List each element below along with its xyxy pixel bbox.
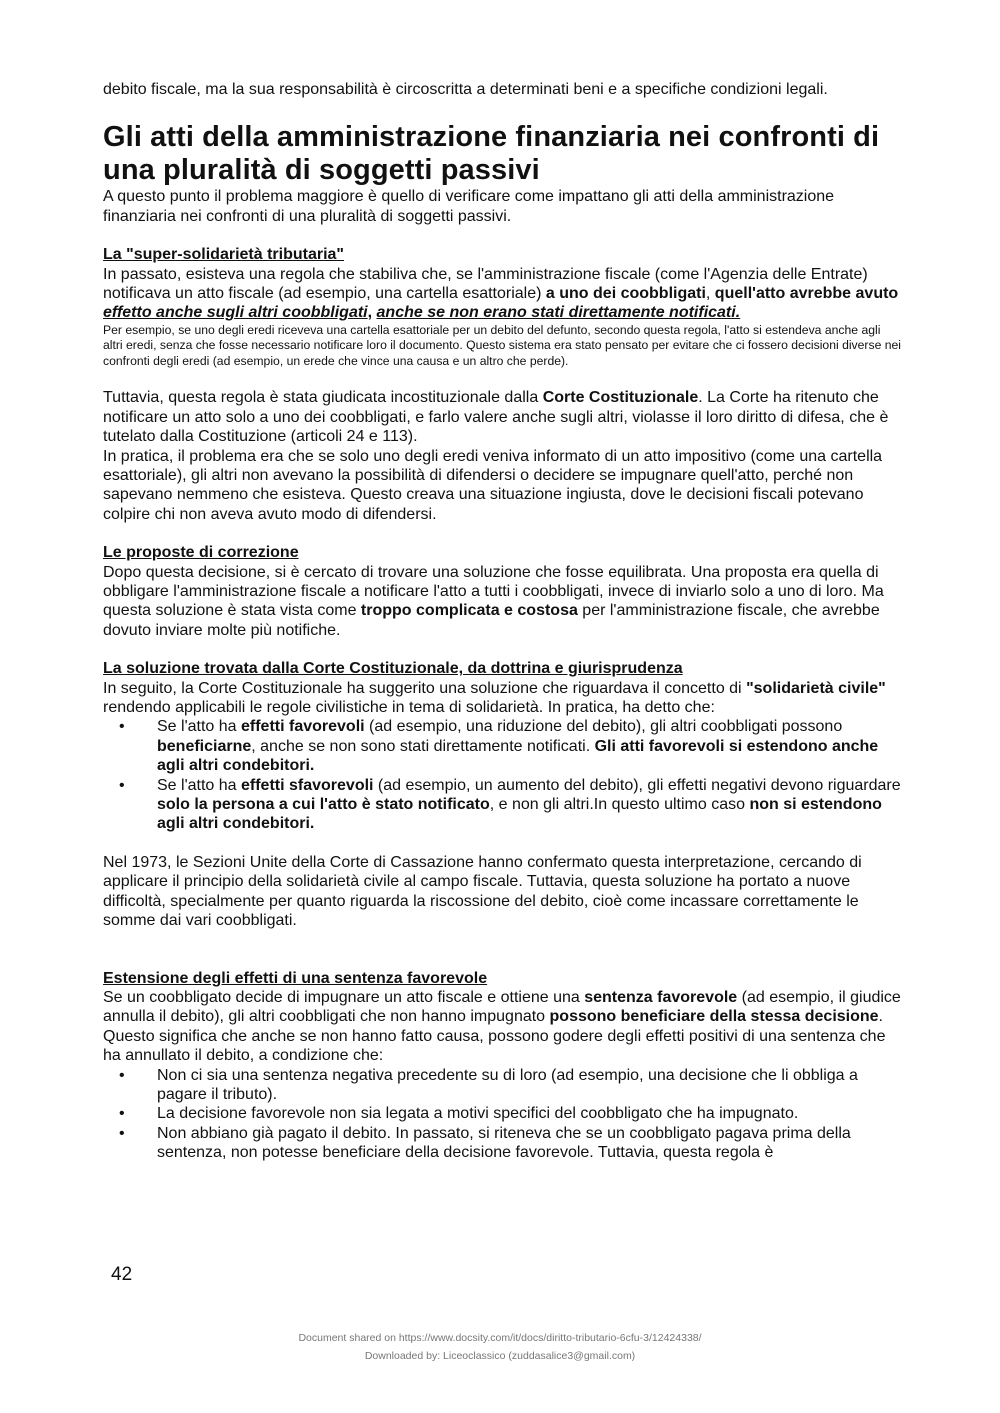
estensione-paragraph: Se un coobbligato decide di impugnare un atto fiscale e ottiene una sentenza favorevole (ad esempio, il giudice annulla il debito), gli altri coobbligati che non hanno impugnato possono beneficiare della stessa decisione. Questo significa che anche se non hanno fatto causa, possono godere degli effetti positivi di una sentenza che ha annullato il debito, a condizione che: bbox=[103, 988, 901, 1065]
in-pratica-paragraph: In pratica, il problema era che se solo uno degli eredi veniva informato di un atto impositivo (come una cartella esattoriale), gli altri non avevano la possibilità di difendersi o decidere se impugnare quell'atto, perché non sapevano nemmeno che esisteva. Questo creava una situazione ingiusta, dove le decisioni fiscali potevano colpire chi non aveva avuto modo di difendersi. bbox=[103, 447, 883, 523]
bullet-icon: • bbox=[119, 718, 125, 736]
footer-downloaded-by: Downloaded by: Liceoclassico (zuddasalice3@gmail.com) bbox=[364, 1350, 636, 1362]
heading-proposte: Le proposte di correzione bbox=[103, 544, 299, 562]
title-paragraph: A questo punto il problema maggiore è quello di verificare come impattano gli atti della amministrazione finanziaria nei confronti di una pluralità di soggetti passivi. bbox=[103, 188, 835, 225]
intro-paragraph: debito fiscale, ma la sua responsabilità è circoscritta a determinati beni e a specifiche condizioni legali. bbox=[103, 81, 828, 98]
incostituzionale-paragraph: Tuttavia, questa regola è stata giudicata incostituzionale dalla Corte Costituzionale. La Corte ha ritenuto che notificare un atto solo a uno dei coobbligati, e farlo valere anche sugli altri, violasse il loro diritto di difesa, che è tutelato dalla Costituzione (articoli 24 e 113). bbox=[103, 389, 889, 446]
bullet-icon: • bbox=[119, 776, 125, 794]
heading-estensione: Estensione degli effetti di una sentenza favorevole bbox=[103, 969, 488, 987]
proposte-paragraph: Dopo questa decisione, si è cercato di trovare una soluzione che fosse equilibrata. Una proposta era quella di obbligare l'amministrazione fiscale a notificare l'atto a tutti i coobbligati, invece di inviarlo solo a uno di loro. Ma questa soluzione è stata vista come troppo complicata e costosa per l'amministrazione fiscale, che avrebbe dovuto inviare molte più notifiche. bbox=[103, 563, 884, 639]
bullet-icon: • bbox=[119, 1066, 125, 1084]
example-paragraph: Per esempio, se uno degli eredi riceveva una cartella esattoriale per un debito del defunto, secondo questa regola, l'atto si estendeva anche agli altri eredi, senza che fosse necessario notificare loro il documento. Questo sistema era stato pensato per evitare che ci fossero decisioni diverse nei confronti degli eredi (ad esempio, un erede che vince una causa e un altro che perde). bbox=[103, 322, 902, 368]
document-page bbox=[103, 80, 903, 1163]
soluzione-list bbox=[103, 717, 903, 833]
list-item: • Non ci sia una sentenza negativa precedente su di loro (ad esempio, una decisione che li obbliga a pagare il tributo). bbox=[119, 1066, 858, 1103]
page-number: 42 bbox=[111, 1264, 133, 1285]
heading-super-solidarieta: La "super-solidarietà tributaria" bbox=[103, 246, 345, 264]
footer-shared-link[interactable]: Document shared on https://www.docsity.com/it/docs/diritto-tributario-6cfu-3/12424338/ bbox=[298, 1332, 702, 1344]
bullet-icon: • bbox=[119, 1124, 125, 1142]
section-title: Gli atti della amministrazione finanziaria nei confronti di una pluralità di soggetti passivi bbox=[103, 121, 880, 187]
estensione-list bbox=[103, 1066, 903, 1163]
list-item: • Non abbiano già pagato il debito. In passato, si riteneva che se un coobbligato pagava prima della sentenza, non potesse beneficiare della decisione favorevole. Tuttavia, questa regola è bbox=[119, 1124, 851, 1162]
list-item: • La decisione favorevole non sia legata a motivi specifici del coobbligato che ha impugnato. bbox=[119, 1105, 799, 1123]
list-item: • Se l'atto ha effetti sfavorevoli (ad esempio, un aumento del debito), gli effetti negativi devono riguardare solo la persona a cui l'atto è stato notificato, e non gli altri.In questo ultimo caso non si estendono agli altri condebitori. bbox=[119, 776, 901, 833]
bullet-icon: • bbox=[119, 1105, 125, 1123]
cassazione-paragraph: Nel 1973, le Sezioni Unite della Corte di Cassazione hanno confermato questa interpretazione, cercando di applicare il principio della solidarietà civile al campo fiscale. Tuttavia, questa soluzione ha portato a nuove difficoltà, specialmente per quanto riguarda la riscossione del debito, cioè come incassare correttamente le somme dai vari coobbligati. bbox=[103, 853, 862, 930]
soluzione-paragraph: In seguito, la Corte Costituzionale ha suggerito una soluzione che riguardava il concetto di "solidarietà civile" rendendo applicabili le regole civilistiche in tema di solidarietà. In pratica, ha detto che: bbox=[103, 679, 886, 717]
super-solidarieta-paragraph: In passato, esisteva una regola che stabiliva che, se l'amministrazione fiscale (come l'Agenzia delle Entrate) notificava un atto fiscale (ad esempio, una cartella esattoriale) a uno dei coobbligati, quell'atto avrebbe avuto effetto anche sugli altri coobbligati, anche se non erano stati direttamente notificati. bbox=[103, 265, 899, 322]
list-item: • Se l'atto ha effetti favorevoli (ad esempio, una riduzione del debito), gli altri coobbligati possono beneficiarne, anche se non sono stati direttamente notificati. Gli atti favorevoli si estendono anche agli altri condebitori. bbox=[119, 718, 879, 775]
heading-soluzione: La soluzione trovata dalla Corte Costituzionale, da dottrina e giurisprudenza bbox=[103, 660, 683, 678]
